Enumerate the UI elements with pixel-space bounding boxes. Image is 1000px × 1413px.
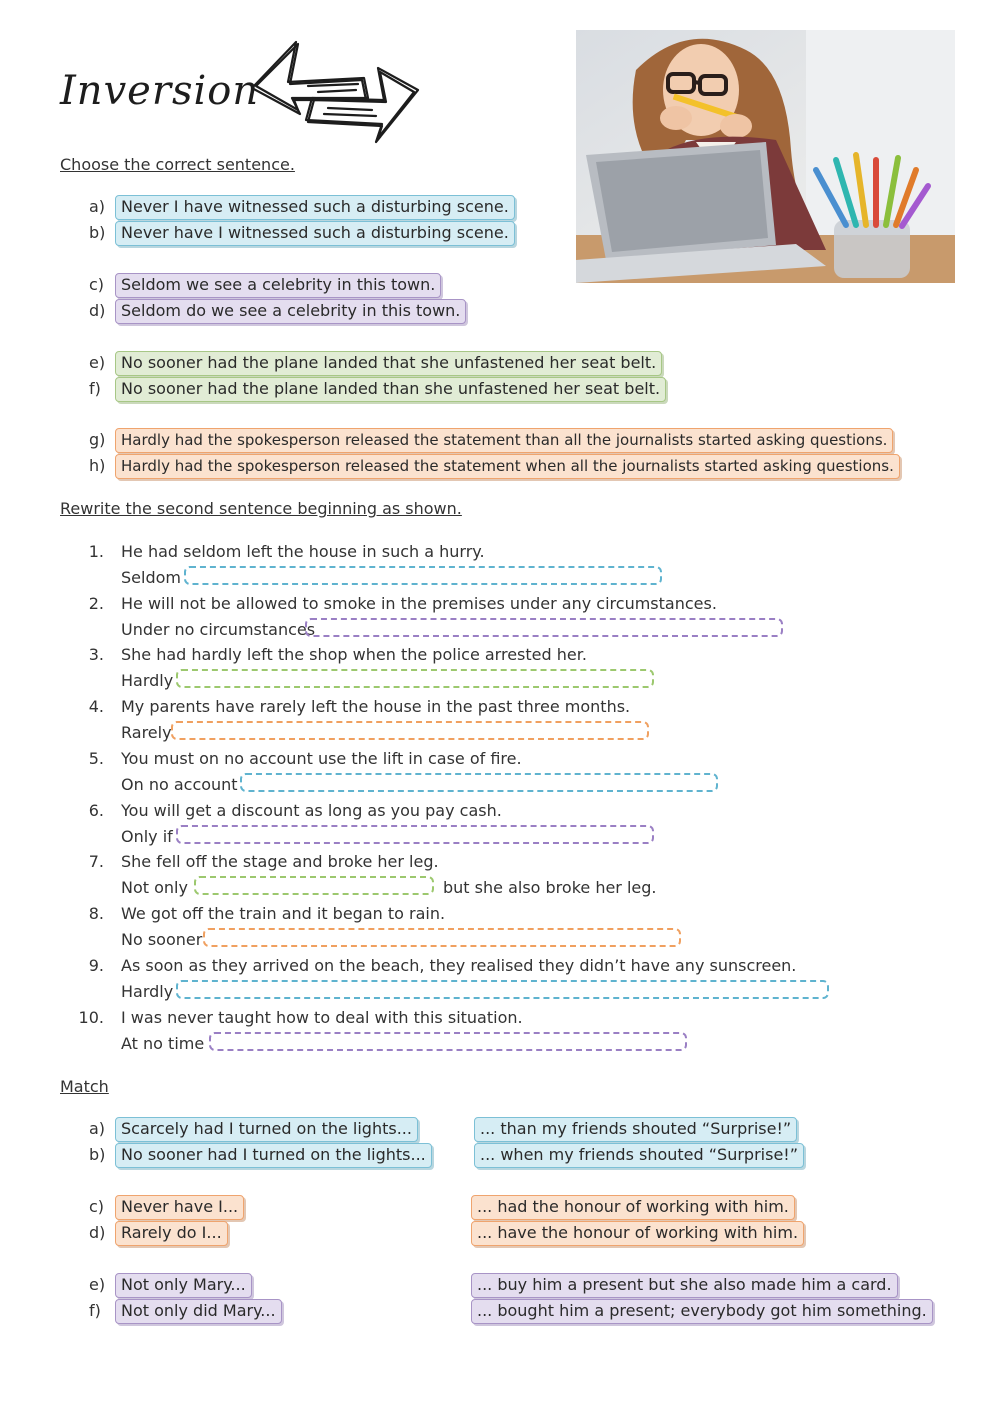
option-c[interactable]: Seldom we see a celebrity in this town.: [115, 273, 441, 298]
item-number: 5.: [88, 749, 104, 768]
item-number: 4.: [88, 697, 104, 716]
section-match-heading: Match: [60, 1077, 109, 1096]
woman-at-laptop-photo: [576, 30, 955, 283]
rewrite-sentence: As soon as they arrived on the beach, they realised they didn’t have any sunscreen.: [121, 956, 797, 975]
item-number: 3.: [88, 645, 104, 664]
page-title: Inversion: [60, 68, 260, 114]
match-left-c[interactable]: Never have I...: [115, 1195, 244, 1220]
answer-input-10[interactable]: [209, 1032, 687, 1051]
option-f[interactable]: No sooner had the plane landed than she unfastened her seat belt.: [115, 377, 666, 402]
item-number: 2.: [88, 594, 104, 613]
match-letter: f): [89, 1301, 101, 1320]
section-rewrite-heading: Rewrite the second sentence beginning as shown.: [60, 499, 462, 518]
rewrite-sentence: I was never taught how to deal with this situation.: [121, 1008, 523, 1027]
answer-input-3[interactable]: [176, 669, 654, 688]
match-right-3[interactable]: ... had the honour of working with him.: [471, 1195, 795, 1220]
answer-input-9[interactable]: [176, 980, 829, 999]
option-b[interactable]: Never have I witnessed such a disturbing scene.: [115, 221, 515, 246]
rewrite-start: At no time: [121, 1034, 205, 1053]
option-letter: f): [89, 379, 101, 398]
rewrite-start: Only if: [121, 827, 173, 846]
option-g[interactable]: Hardly had the spokesperson released the statement than all the journalists started asking questions.: [115, 428, 893, 453]
rewrite-start: Hardly: [121, 671, 174, 690]
answer-input-4[interactable]: [171, 721, 649, 740]
match-left-d[interactable]: Rarely do I...: [115, 1221, 228, 1246]
match-letter: e): [89, 1275, 106, 1294]
option-a[interactable]: Never I have witnessed such a disturbing scene.: [115, 195, 515, 220]
rewrite-sentence: He will not be allowed to smoke in the premises under any circumstances.: [121, 594, 717, 613]
option-letter: g): [89, 430, 106, 449]
option-letter: c): [89, 275, 105, 294]
item-number: 1.: [88, 542, 104, 561]
option-letter: b): [89, 223, 106, 242]
rewrite-ending: but she also broke her leg.: [443, 878, 657, 897]
rewrite-start: On no account: [121, 775, 238, 794]
option-d[interactable]: Seldom do we see a celebrity in this town.: [115, 299, 466, 324]
rewrite-sentence: You must on no account use the lift in case of fire.: [121, 749, 522, 768]
rewrite-start: Seldom: [121, 568, 181, 587]
match-left-e[interactable]: Not only Mary...: [115, 1273, 252, 1298]
section-choose-heading: Choose the correct sentence.: [60, 155, 295, 174]
option-h[interactable]: Hardly had the spokesperson released the statement when all the journalists started asking questions.: [115, 454, 900, 479]
match-right-1[interactable]: ... than my friends shouted “Surprise!”: [474, 1117, 797, 1142]
option-letter: h): [89, 456, 106, 475]
item-number: 7.: [88, 852, 104, 871]
item-number: 9.: [88, 956, 104, 975]
rewrite-start: No sooner: [121, 930, 203, 949]
answer-input-8[interactable]: [203, 928, 681, 947]
match-letter: d): [89, 1223, 106, 1242]
rewrite-sentence: My parents have rarely left the house in the past three months.: [121, 697, 631, 716]
item-number: 10.: [78, 1008, 104, 1027]
option-e[interactable]: No sooner had the plane landed that she unfastened her seat belt.: [115, 351, 662, 376]
rewrite-sentence: We got off the train and it began to rain.: [121, 904, 446, 923]
rewrite-sentence: He had seldom left the house in such a hurry.: [121, 542, 485, 561]
match-letter: b): [89, 1145, 106, 1164]
match-letter: c): [89, 1197, 105, 1216]
option-letter: e): [89, 353, 106, 372]
item-number: 8.: [88, 904, 104, 923]
match-left-a[interactable]: Scarcely had I turned on the lights...: [115, 1117, 418, 1142]
answer-input-6[interactable]: [176, 825, 654, 844]
option-letter: a): [89, 197, 106, 216]
answer-input-5[interactable]: [240, 773, 718, 792]
match-right-6[interactable]: ... bought him a present; everybody got him something.: [471, 1299, 933, 1324]
match-right-5[interactable]: ... buy him a present but she also made him a card.: [471, 1273, 898, 1298]
match-right-2[interactable]: ... when my friends shouted “Surprise!”: [474, 1143, 804, 1168]
item-number: 6.: [88, 801, 104, 820]
match-right-4[interactable]: ... have the honour of working with him.: [471, 1221, 804, 1246]
match-left-b[interactable]: No sooner had I turned on the lights...: [115, 1143, 432, 1168]
rewrite-sentence: You will get a discount as long as you pay cash.: [121, 801, 502, 820]
rewrite-start: Rarely: [121, 723, 172, 742]
option-letter: d): [89, 301, 106, 320]
rewrite-start: Under no circumstances: [121, 620, 316, 639]
rewrite-sentence: She had hardly left the shop when the police arrested her.: [121, 645, 587, 664]
answer-input-1[interactable]: [184, 566, 662, 585]
rewrite-start: Not only: [121, 878, 188, 897]
answer-input-7[interactable]: [194, 876, 434, 895]
match-letter: a): [89, 1119, 106, 1138]
rewrite-sentence: She fell off the stage and broke her leg.: [121, 852, 439, 871]
answer-input-2[interactable]: [305, 618, 783, 637]
rewrite-start: Hardly: [121, 982, 174, 1001]
match-left-f[interactable]: Not only did Mary...: [115, 1299, 282, 1324]
double-arrow-icon: [248, 38, 426, 150]
